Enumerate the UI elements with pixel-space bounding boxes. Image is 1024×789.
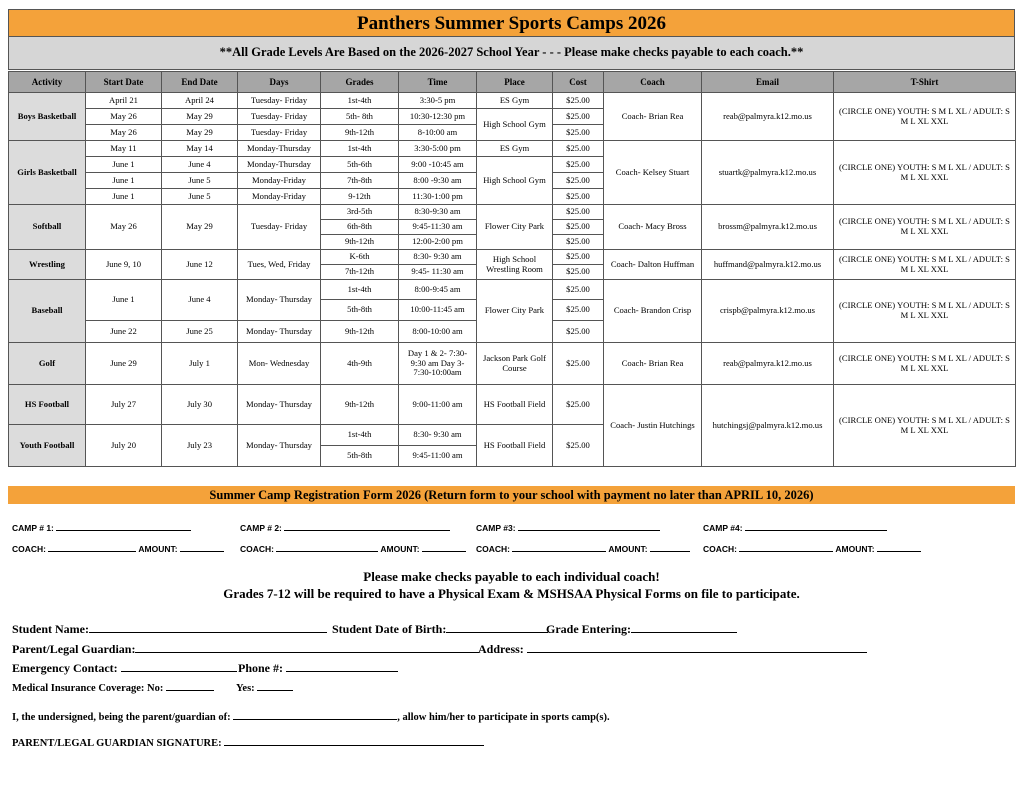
- emergency-label: Emergency Contact:: [12, 661, 118, 675]
- start-cell: June 9, 10: [86, 250, 162, 280]
- allow-label: , allow him/her to participate in sports camp(s).: [397, 712, 610, 723]
- tshirt-cell: (CIRCLE ONE) YOUTH: S M L XL / ADULT: S M L XL XXL: [834, 141, 1016, 205]
- end-cell: June 25: [162, 321, 238, 343]
- days-cell: Monday- Thursday: [238, 280, 321, 321]
- col-time: Time: [399, 72, 477, 93]
- days-cell: Tues, Wed, Friday: [238, 250, 321, 280]
- grades-cell: 1st-4th: [321, 280, 399, 300]
- grades-cell: 5th- 8th: [321, 109, 399, 125]
- physical-note: Grades 7-12 will be required to have a Physical Exam & MSHSAA Physical Forms on file to participate.: [223, 586, 800, 601]
- place-cell: High School Gym: [477, 109, 553, 141]
- time-cell: 12:00-2:00 pm: [399, 235, 477, 250]
- grades-cell: K-6th: [321, 250, 399, 265]
- table-row: [9, 93, 1016, 109]
- dob-label: Student Date of Birth:: [332, 622, 447, 636]
- grades-cell: 9th-12th: [321, 385, 399, 425]
- yes-label: Yes:: [236, 683, 255, 694]
- col-end-date: End Date: [162, 72, 238, 93]
- start-cell: May 26: [86, 109, 162, 125]
- time-cell: 9:00 -10:45 am: [399, 157, 477, 173]
- phone-label: Phone #:: [238, 661, 283, 675]
- start-cell: June 1: [86, 157, 162, 173]
- table-row: [9, 343, 1016, 385]
- guardian-field[interactable]: [12, 642, 479, 657]
- registration-form-title: Summer Camp Registration Form 2026 (Return form to your school with payment no later than APRIL 10, 2026): [8, 486, 1015, 504]
- start-cell: July 20: [86, 425, 162, 467]
- cost-cell: $25.00: [553, 93, 604, 109]
- start-cell: May 11: [86, 141, 162, 157]
- time-cell: 8-10:00 am: [399, 125, 477, 141]
- amount-label: AMOUNT:: [608, 544, 648, 554]
- grades-cell: 9th-12th: [321, 125, 399, 141]
- time-cell: 9:45- 11:30 am: [399, 265, 477, 280]
- cost-cell: $25.00: [553, 343, 604, 385]
- end-cell: July 23: [162, 425, 238, 467]
- days-cell: Tuesday- Friday: [238, 109, 321, 125]
- time-cell: 9:00-11:00 am: [399, 385, 477, 425]
- camp-schedule-table: [8, 71, 1016, 467]
- cost-cell: $25.00: [553, 220, 604, 235]
- tshirt-cell: (CIRCLE ONE) YOUTH: S M L XL / ADULT: S M L XL XXL: [834, 280, 1016, 343]
- email-cell: brossm@palmyra.k12.mo.us: [702, 205, 834, 250]
- place-cell: HS Football Field: [477, 385, 553, 425]
- start-cell: June 1: [86, 173, 162, 189]
- cost-cell: $25.00: [553, 385, 604, 425]
- signature-field[interactable]: [12, 737, 484, 749]
- cost-cell: $25.00: [553, 280, 604, 300]
- cost-cell: $25.00: [553, 321, 604, 343]
- cost-cell: $25.00: [553, 300, 604, 321]
- time-cell: 10:00-11:45 am: [399, 300, 477, 321]
- end-cell: July 1: [162, 343, 238, 385]
- cost-cell: $25.00: [553, 250, 604, 265]
- grades-cell: 7th-8th: [321, 173, 399, 189]
- place-cell: ES Gym: [477, 93, 553, 109]
- grades-cell: 1st-4th: [321, 141, 399, 157]
- grades-cell: 6th-8th: [321, 220, 399, 235]
- camp-4-label: CAMP #4:: [703, 523, 743, 533]
- table-row: [9, 280, 1016, 300]
- cost-cell: $25.00: [553, 109, 604, 125]
- coach-amount-4-field[interactable]: [703, 543, 921, 554]
- school-year-note: **All Grade Levels Are Based on the 2026-2027 School Year - - - Please make checks payable to each coach.**: [8, 37, 1015, 70]
- grades-cell: 5th-8th: [321, 300, 399, 321]
- grades-cell: 7th-12th: [321, 265, 399, 280]
- cost-cell: $25.00: [553, 205, 604, 220]
- end-cell: May 14: [162, 141, 238, 157]
- end-cell: July 30: [162, 385, 238, 425]
- cost-cell: $25.00: [553, 425, 604, 467]
- start-cell: June 29: [86, 343, 162, 385]
- coach-cell: Coach- Brian Rea: [604, 343, 702, 385]
- time-cell: 8:30- 9:30 am: [399, 425, 477, 446]
- coach-cell: Coach- Justin Hutchings: [604, 385, 702, 467]
- cost-cell: $25.00: [553, 125, 604, 141]
- end-cell: June 5: [162, 189, 238, 205]
- start-cell: May 26: [86, 205, 162, 250]
- camp-2-field[interactable]: [240, 522, 450, 533]
- insurance-yes-field[interactable]: [236, 682, 293, 694]
- grades-cell: 1st-4th: [321, 425, 399, 446]
- camp-4-field[interactable]: [703, 522, 887, 533]
- grades-cell: 4th-9th: [321, 343, 399, 385]
- days-cell: Monday- Thursday: [238, 321, 321, 343]
- grade-entering-field[interactable]: [546, 622, 737, 637]
- undersigned-label: I, the undersigned, being the parent/guardian of:: [12, 712, 231, 723]
- days-cell: Monday-Friday: [238, 189, 321, 205]
- amount-label: AMOUNT:: [835, 544, 875, 554]
- coach-label: COACH:: [12, 544, 46, 554]
- col-email: Email: [702, 72, 834, 93]
- address-label: Address:: [478, 642, 524, 656]
- activity-cell: Golf: [9, 343, 86, 385]
- email-cell: reab@palmyra.k12.mo.us: [702, 93, 834, 141]
- guardian-label: Parent/Legal Guardian:: [12, 642, 136, 656]
- coach-amount-1-field[interactable]: [12, 543, 224, 554]
- amount-label: AMOUNT:: [380, 544, 420, 554]
- col-start-date: Start Date: [86, 72, 162, 93]
- time-cell: 3:30-5:00 pm: [399, 141, 477, 157]
- col-activity: Activity: [9, 72, 86, 93]
- coach-label: COACH:: [476, 544, 510, 554]
- end-cell: May 29: [162, 205, 238, 250]
- grades-cell: 9th-12th: [321, 235, 399, 250]
- place-cell: High School Wrestling Room: [477, 250, 553, 280]
- activity-cell: Youth Football: [9, 425, 86, 467]
- activity-cell: Boys Basketball: [9, 93, 86, 141]
- cost-cell: $25.00: [553, 157, 604, 173]
- grades-cell: 9th-12th: [321, 321, 399, 343]
- activity-cell: Softball: [9, 205, 86, 250]
- end-cell: June 4: [162, 157, 238, 173]
- time-cell: 8:30- 9:30 am: [399, 250, 477, 265]
- days-cell: Tuesday- Friday: [238, 93, 321, 109]
- table-row: [9, 385, 1016, 425]
- camp-3-field[interactable]: [476, 522, 660, 533]
- coach-label: COACH:: [703, 544, 737, 554]
- table-row: [9, 141, 1016, 157]
- place-cell: High School Gym: [477, 157, 553, 205]
- start-cell: June 22: [86, 321, 162, 343]
- address-field[interactable]: [478, 642, 867, 657]
- coach-cell: Coach- Brian Rea: [604, 93, 702, 141]
- time-cell: 8:00-9:45 am: [399, 280, 477, 300]
- time-cell: Day 1 & 2- 7:30-9:30 am Day 3- 7:30-10:00am: [399, 343, 477, 385]
- camp-1-field[interactable]: [12, 522, 191, 533]
- email-cell: crispb@palmyra.k12.mo.us: [702, 280, 834, 343]
- col-place: Place: [477, 72, 553, 93]
- days-cell: Monday- Thursday: [238, 425, 321, 467]
- insurance-no-field[interactable]: [12, 682, 214, 694]
- grades-cell: 9-12th: [321, 189, 399, 205]
- phone-field[interactable]: [238, 661, 398, 676]
- time-cell: 8:30-9:30 am: [399, 205, 477, 220]
- student-name-field[interactable]: [12, 622, 327, 637]
- start-cell: June 1: [86, 280, 162, 321]
- email-cell: huffmand@palmyra.k12.mo.us: [702, 250, 834, 280]
- coach-cell: Coach- Brandon Crisp: [604, 280, 702, 343]
- place-cell: Flower City Park: [477, 280, 553, 343]
- days-cell: Mon- Wednesday: [238, 343, 321, 385]
- email-cell: reab@palmyra.k12.mo.us: [702, 343, 834, 385]
- days-cell: Monday- Thursday: [238, 385, 321, 425]
- tshirt-cell: (CIRCLE ONE) YOUTH: S M L XL / ADULT: S M L XL XXL: [834, 205, 1016, 250]
- insurance-label: Medical Insurance Coverage: No:: [12, 683, 164, 694]
- end-cell: May 29: [162, 109, 238, 125]
- cost-cell: $25.00: [553, 141, 604, 157]
- col-days: Days: [238, 72, 321, 93]
- col-coach: Coach: [604, 72, 702, 93]
- permission-field[interactable]: [12, 711, 610, 723]
- start-cell: April 21: [86, 93, 162, 109]
- header-row: [9, 72, 1016, 93]
- camp-3-label: CAMP #3:: [476, 523, 516, 533]
- days-cell: Tuesday- Friday: [238, 125, 321, 141]
- cost-cell: $25.00: [553, 235, 604, 250]
- place-cell: Jackson Park Golf Course: [477, 343, 553, 385]
- time-cell: 9:45-11:00 am: [399, 446, 477, 467]
- start-cell: July 27: [86, 385, 162, 425]
- start-cell: May 26: [86, 125, 162, 141]
- col-tshirt: T-Shirt: [834, 72, 1016, 93]
- email-cell: stuartk@palmyra.k12.mo.us: [702, 141, 834, 205]
- dob-field[interactable]: [332, 622, 548, 637]
- tshirt-cell: (CIRCLE ONE) YOUTH: S M L XL / ADULT: S M L XL XXL: [834, 250, 1016, 280]
- place-cell: HS Football Field: [477, 425, 553, 467]
- activity-cell: HS Football: [9, 385, 86, 425]
- coach-amount-2-field[interactable]: [240, 543, 466, 554]
- coach-amount-3-field[interactable]: [476, 543, 690, 554]
- time-cell: 11:30-1:00 pm: [399, 189, 477, 205]
- coach-cell: Coach- Kelsey Stuart: [604, 141, 702, 205]
- emergency-contact-field[interactable]: [12, 661, 237, 676]
- end-cell: June 12: [162, 250, 238, 280]
- amount-label: AMOUNT:: [138, 544, 178, 554]
- col-cost: Cost: [553, 72, 604, 93]
- tshirt-cell: (CIRCLE ONE) YOUTH: S M L XL / ADULT: S M L XL XXL: [834, 93, 1016, 141]
- email-cell: hutchingsj@palmyra.k12.mo.us: [702, 385, 834, 467]
- col-grades: Grades: [321, 72, 399, 93]
- days-cell: Monday-Thursday: [238, 141, 321, 157]
- camp-1-label: CAMP # 1:: [12, 523, 54, 533]
- end-cell: June 5: [162, 173, 238, 189]
- time-cell: 8:00 -9:30 am: [399, 173, 477, 189]
- place-cell: ES Gym: [477, 141, 553, 157]
- days-cell: Monday-Thursday: [238, 157, 321, 173]
- signature-label: PARENT/LEGAL GUARDIAN SIGNATURE:: [12, 738, 222, 749]
- page-title: Panthers Summer Sports Camps 2026: [8, 9, 1015, 37]
- activity-cell: Baseball: [9, 280, 86, 343]
- cost-cell: $25.00: [553, 265, 604, 280]
- time-cell: 10:30-12:30 pm: [399, 109, 477, 125]
- end-cell: June 4: [162, 280, 238, 321]
- grades-cell: 3rd-5th: [321, 205, 399, 220]
- coach-cell: Coach- Macy Bross: [604, 205, 702, 250]
- end-cell: May 29: [162, 125, 238, 141]
- place-cell: Flower City Park: [477, 205, 553, 250]
- grades-cell: 5th-6th: [321, 157, 399, 173]
- checks-note: Please make checks payable to each individual coach!: [363, 569, 660, 584]
- student-name-label: Student Name:: [12, 622, 89, 636]
- start-cell: June 1: [86, 189, 162, 205]
- grade-entering-label: Grade Entering:: [546, 622, 631, 636]
- activity-cell: Wrestling: [9, 250, 86, 280]
- days-cell: Monday-Friday: [238, 173, 321, 189]
- activity-cell: Girls Basketball: [9, 141, 86, 205]
- grades-cell: 5th-8th: [321, 446, 399, 467]
- coach-cell: Coach- Dalton Huffman: [604, 250, 702, 280]
- end-cell: April 24: [162, 93, 238, 109]
- days-cell: Tuesday- Friday: [238, 205, 321, 250]
- cost-cell: $25.00: [553, 189, 604, 205]
- table-row: [9, 250, 1016, 265]
- coach-label: COACH:: [240, 544, 274, 554]
- tshirt-cell: (CIRCLE ONE) YOUTH: S M L XL / ADULT: S M L XL XXL: [834, 343, 1016, 385]
- time-cell: 8:00-10:00 am: [399, 321, 477, 343]
- time-cell: 3:30-5 pm: [399, 93, 477, 109]
- time-cell: 9:45-11:30 am: [399, 220, 477, 235]
- table-row: [9, 205, 1016, 220]
- tshirt-cell: (CIRCLE ONE) YOUTH: S M L XL / ADULT: S M L XL XXL: [834, 385, 1016, 467]
- grades-cell: 1st-4th: [321, 93, 399, 109]
- camp-2-label: CAMP # 2:: [240, 523, 282, 533]
- cost-cell: $25.00: [553, 173, 604, 189]
